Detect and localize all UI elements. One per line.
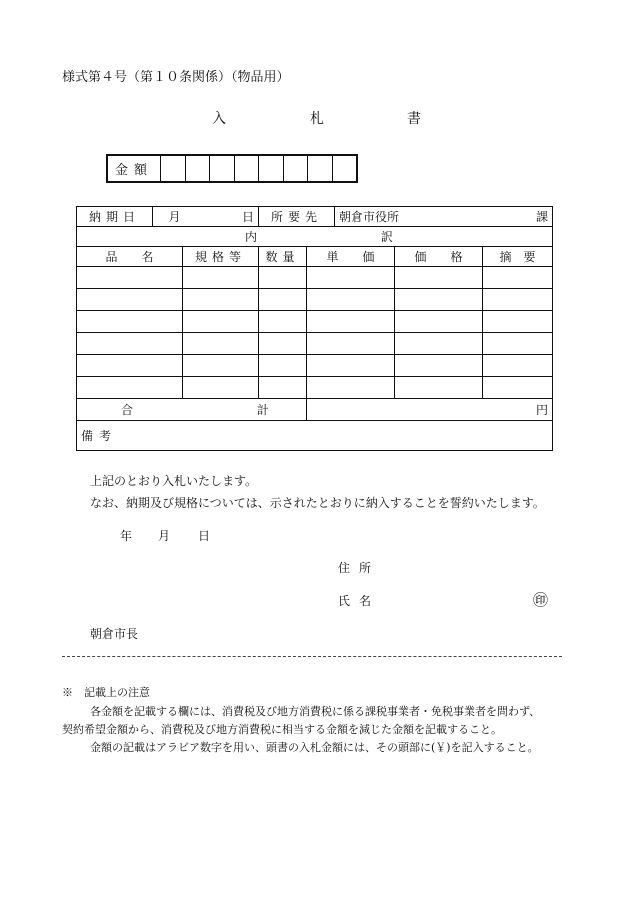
- total-char-2: 計: [256, 403, 269, 417]
- remarks-label: 備考: [77, 421, 553, 451]
- col-quantity: 数量: [259, 247, 307, 267]
- bid-amount-box: [106, 154, 358, 183]
- notes-heading: ※ 記載上の注意: [62, 686, 150, 699]
- amount-digit-cell[interactable]: [186, 156, 211, 181]
- amount-digit-cell[interactable]: [259, 156, 284, 181]
- statement-line-2: なお、納期及び規格については、示されたとおりに納入することを誓約いたします。: [90, 496, 545, 510]
- notes-para-1a: 各金額を記載する欄には、消費税及び地方消費税に係る課税事業者・免税事業者を問わず、: [90, 705, 541, 718]
- date-year: 年: [120, 529, 133, 543]
- date-day: 日: [198, 529, 211, 543]
- title-char-3: 書: [407, 111, 421, 127]
- seal-icon: ㊞: [533, 591, 549, 609]
- breakdown-char-2: 訳: [380, 230, 393, 244]
- total-row: [77, 399, 553, 421]
- item-row[interactable]: [77, 355, 553, 377]
- amount-digit-cell[interactable]: [161, 156, 186, 181]
- month-label: 月: [153, 207, 183, 227]
- remarks-row: [77, 421, 553, 451]
- notes-para-2: 金額の記載はアラビア数字を用い、頭書の入札金額には、その頭部に(￥)を記入すること。: [90, 741, 539, 754]
- name-label: 氏名: [338, 594, 381, 608]
- amount-digit-cell[interactable]: [235, 156, 260, 181]
- office-name: 朝倉市役所: [335, 207, 473, 227]
- col-item-name: 品 名: [77, 247, 183, 267]
- statement-line-1: 上記のとおり入札いたします。: [90, 474, 258, 488]
- amount-digit-cell[interactable]: [333, 156, 357, 181]
- yen-label: 円: [535, 403, 548, 417]
- form-number: 様式第４号（第１０条関係）（物品用）: [62, 70, 290, 85]
- breakdown-char-1: 内: [245, 230, 258, 244]
- breakdown-header: [77, 227, 553, 247]
- items-table: [76, 246, 553, 451]
- item-row[interactable]: [77, 377, 553, 399]
- section-label: 課: [473, 207, 553, 227]
- title-char-1: 入: [212, 111, 226, 127]
- amount-digit-cell[interactable]: [284, 156, 309, 181]
- notes-para-1b: 契約希望金額から、消費税及び地方消費税に相当する金額を減じた金額を記載すること。: [62, 723, 502, 736]
- addressee: 朝倉市長: [90, 627, 139, 641]
- breakdown-row: [77, 227, 553, 247]
- col-remark: 摘 要: [483, 247, 553, 267]
- address-label: 住所: [338, 561, 381, 575]
- delivery-label: 納期日: [77, 207, 153, 227]
- date-month: 月: [158, 529, 171, 543]
- day-label: 日: [183, 207, 259, 227]
- item-row[interactable]: [77, 333, 553, 355]
- item-row[interactable]: [77, 311, 553, 333]
- bid-detail-table: [76, 206, 553, 247]
- item-row[interactable]: [77, 289, 553, 311]
- col-price: 価 格: [395, 247, 483, 267]
- column-header-row: [77, 247, 553, 267]
- col-unit-price: 単 価: [307, 247, 395, 267]
- item-row[interactable]: [77, 267, 553, 289]
- total-char-1: 合: [121, 403, 134, 417]
- amount-label: 金額: [108, 156, 161, 181]
- col-spec: 規格等: [183, 247, 259, 267]
- delivery-row: [77, 207, 553, 227]
- amount-digit-cell[interactable]: [210, 156, 235, 181]
- dotted-divider: [62, 656, 562, 657]
- destination-label: 所要先: [259, 207, 335, 227]
- total-amount[interactable]: [307, 399, 553, 421]
- total-label: [77, 399, 307, 421]
- title-char-2: 札: [310, 111, 324, 127]
- amount-digit-cell[interactable]: [308, 156, 333, 181]
